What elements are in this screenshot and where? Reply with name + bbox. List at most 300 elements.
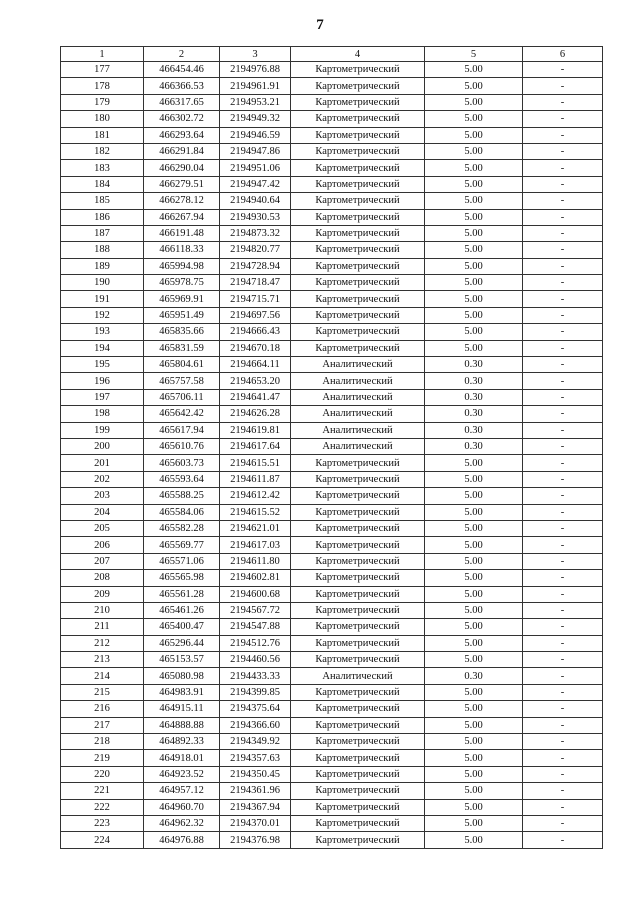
method-cell: Картометрический [291, 553, 425, 569]
method-cell: Аналитический [291, 373, 425, 389]
x-coordinate-cell: 466290.04 [144, 160, 220, 176]
point-number-cell: 203 [61, 488, 144, 504]
x-coordinate-cell: 466191.48 [144, 225, 220, 241]
table-row [61, 455, 603, 471]
x-coordinate-cell: 465831.59 [144, 340, 220, 356]
y-coordinate-cell: 2194728.94 [220, 258, 291, 274]
table-row [61, 225, 603, 241]
y-coordinate-cell: 2194602.81 [220, 570, 291, 586]
y-coordinate-cell: 2194940.64 [220, 193, 291, 209]
note-cell: - [523, 488, 603, 504]
y-coordinate-cell: 2194547.88 [220, 619, 291, 635]
y-coordinate-cell: 2194375.64 [220, 701, 291, 717]
point-number-cell: 178 [61, 78, 144, 94]
method-cell: Картометрический [291, 783, 425, 799]
accuracy-cell: 5.00 [425, 570, 523, 586]
y-coordinate-cell: 2194961.91 [220, 78, 291, 94]
table-row [61, 520, 603, 536]
y-coordinate-cell: 2194820.77 [220, 242, 291, 258]
table-row [61, 324, 603, 340]
method-cell: Картометрический [291, 815, 425, 831]
point-number-cell: 217 [61, 717, 144, 733]
point-number-cell: 200 [61, 438, 144, 454]
note-cell: - [523, 78, 603, 94]
point-number-cell: 219 [61, 750, 144, 766]
y-coordinate-cell: 2194617.03 [220, 537, 291, 553]
x-coordinate-cell: 464888.88 [144, 717, 220, 733]
accuracy-cell: 5.00 [425, 111, 523, 127]
x-coordinate-cell: 465951.49 [144, 307, 220, 323]
y-coordinate-cell: 2194930.53 [220, 209, 291, 225]
column-header-4: 4 [291, 47, 425, 62]
accuracy-cell: 5.00 [425, 766, 523, 782]
y-coordinate-cell: 2194617.64 [220, 438, 291, 454]
accuracy-cell: 0.30 [425, 373, 523, 389]
method-cell: Картометрический [291, 94, 425, 110]
point-number-cell: 190 [61, 275, 144, 291]
table-row [61, 193, 603, 209]
method-cell: Картометрический [291, 602, 425, 618]
accuracy-cell: 5.00 [425, 734, 523, 750]
accuracy-cell: 5.00 [425, 258, 523, 274]
point-number-cell: 196 [61, 373, 144, 389]
table-row [61, 209, 603, 225]
point-number-cell: 224 [61, 832, 144, 848]
note-cell: - [523, 340, 603, 356]
note-cell: - [523, 406, 603, 422]
y-coordinate-cell: 2194361.96 [220, 783, 291, 799]
table-row [61, 62, 603, 78]
x-coordinate-cell: 465593.64 [144, 471, 220, 487]
x-coordinate-cell: 465565.98 [144, 570, 220, 586]
x-coordinate-cell: 465603.73 [144, 455, 220, 471]
method-cell: Аналитический [291, 438, 425, 454]
note-cell: - [523, 324, 603, 340]
y-coordinate-cell: 2194512.76 [220, 635, 291, 651]
coordinates-table [60, 46, 603, 849]
table-row [61, 799, 603, 815]
method-cell: Аналитический [291, 422, 425, 438]
x-coordinate-cell: 465835.66 [144, 324, 220, 340]
table-row [61, 668, 603, 684]
x-coordinate-cell: 466267.94 [144, 209, 220, 225]
accuracy-cell: 5.00 [425, 275, 523, 291]
point-number-cell: 198 [61, 406, 144, 422]
note-cell: - [523, 193, 603, 209]
note-cell: - [523, 225, 603, 241]
note-cell: - [523, 389, 603, 405]
x-coordinate-cell: 464957.12 [144, 783, 220, 799]
x-coordinate-cell: 465153.57 [144, 652, 220, 668]
note-cell: - [523, 799, 603, 815]
table-row [61, 422, 603, 438]
table-row [61, 652, 603, 668]
x-coordinate-cell: 466317.65 [144, 94, 220, 110]
x-coordinate-cell: 465706.11 [144, 389, 220, 405]
accuracy-cell: 5.00 [425, 94, 523, 110]
column-header-3: 3 [220, 47, 291, 62]
note-cell: - [523, 357, 603, 373]
accuracy-cell: 0.30 [425, 438, 523, 454]
accuracy-cell: 5.00 [425, 717, 523, 733]
accuracy-cell: 5.00 [425, 340, 523, 356]
x-coordinate-cell: 466454.46 [144, 62, 220, 78]
method-cell: Аналитический [291, 668, 425, 684]
page-number: 7 [316, 17, 324, 33]
y-coordinate-cell: 2194715.71 [220, 291, 291, 307]
method-cell: Картометрический [291, 570, 425, 586]
y-coordinate-cell: 2194567.72 [220, 602, 291, 618]
y-coordinate-cell: 2194653.20 [220, 373, 291, 389]
accuracy-cell: 5.00 [425, 160, 523, 176]
note-cell: - [523, 62, 603, 78]
point-number-cell: 189 [61, 258, 144, 274]
accuracy-cell: 5.00 [425, 143, 523, 159]
note-cell: - [523, 832, 603, 848]
point-number-cell: 209 [61, 586, 144, 602]
x-coordinate-cell: 465569.77 [144, 537, 220, 553]
header-row [61, 47, 603, 62]
method-cell: Картометрический [291, 734, 425, 750]
accuracy-cell: 5.00 [425, 324, 523, 340]
x-coordinate-cell: 465804.61 [144, 357, 220, 373]
table-row [61, 586, 603, 602]
point-number-cell: 206 [61, 537, 144, 553]
point-number-cell: 188 [61, 242, 144, 258]
note-cell: - [523, 815, 603, 831]
x-coordinate-cell: 466302.72 [144, 111, 220, 127]
x-coordinate-cell: 465642.42 [144, 406, 220, 422]
y-coordinate-cell: 2194947.86 [220, 143, 291, 159]
accuracy-cell: 0.30 [425, 357, 523, 373]
note-cell: - [523, 94, 603, 110]
accuracy-cell: 5.00 [425, 520, 523, 536]
y-coordinate-cell: 2194976.88 [220, 62, 291, 78]
point-number-cell: 197 [61, 389, 144, 405]
table-row [61, 406, 603, 422]
point-number-cell: 214 [61, 668, 144, 684]
x-coordinate-cell: 464918.01 [144, 750, 220, 766]
method-cell: Картометрический [291, 701, 425, 717]
y-coordinate-cell: 2194376.98 [220, 832, 291, 848]
point-number-cell: 177 [61, 62, 144, 78]
method-cell: Картометрический [291, 258, 425, 274]
table-row [61, 717, 603, 733]
method-cell: Картометрический [291, 619, 425, 635]
method-cell: Картометрический [291, 275, 425, 291]
y-coordinate-cell: 2194370.01 [220, 815, 291, 831]
table-row [61, 734, 603, 750]
method-cell: Картометрический [291, 537, 425, 553]
accuracy-cell: 5.00 [425, 78, 523, 94]
point-number-cell: 186 [61, 209, 144, 225]
method-cell: Картометрический [291, 160, 425, 176]
note-cell: - [523, 258, 603, 274]
accuracy-cell: 5.00 [425, 193, 523, 209]
accuracy-cell: 5.00 [425, 291, 523, 307]
table-header [61, 47, 603, 62]
note-cell: - [523, 275, 603, 291]
method-cell: Картометрический [291, 520, 425, 536]
method-cell: Картометрический [291, 307, 425, 323]
point-number-cell: 223 [61, 815, 144, 831]
y-coordinate-cell: 2194947.42 [220, 176, 291, 192]
accuracy-cell: 5.00 [425, 586, 523, 602]
method-cell: Картометрический [291, 684, 425, 700]
point-number-cell: 204 [61, 504, 144, 520]
point-number-cell: 179 [61, 94, 144, 110]
point-number-cell: 216 [61, 701, 144, 717]
accuracy-cell: 5.00 [425, 455, 523, 471]
note-cell: - [523, 438, 603, 454]
table-row [61, 291, 603, 307]
point-number-cell: 201 [61, 455, 144, 471]
note-cell: - [523, 160, 603, 176]
x-coordinate-cell: 465582.28 [144, 520, 220, 536]
accuracy-cell: 5.00 [425, 242, 523, 258]
table-row [61, 553, 603, 569]
y-coordinate-cell: 2194433.33 [220, 668, 291, 684]
note-cell: - [523, 701, 603, 717]
table-row [61, 438, 603, 454]
note-cell: - [523, 602, 603, 618]
accuracy-cell: 5.00 [425, 619, 523, 635]
method-cell: Картометрический [291, 471, 425, 487]
method-cell: Картометрический [291, 488, 425, 504]
method-cell: Аналитический [291, 357, 425, 373]
method-cell: Картометрический [291, 62, 425, 78]
point-number-cell: 191 [61, 291, 144, 307]
column-header-6: 6 [523, 47, 603, 62]
table-row [61, 471, 603, 487]
method-cell: Картометрический [291, 127, 425, 143]
note-cell: - [523, 668, 603, 684]
point-number-cell: 184 [61, 176, 144, 192]
y-coordinate-cell: 2194949.32 [220, 111, 291, 127]
note-cell: - [523, 766, 603, 782]
table-row [61, 78, 603, 94]
table-row [61, 602, 603, 618]
method-cell: Картометрический [291, 111, 425, 127]
method-cell: Картометрический [291, 340, 425, 356]
x-coordinate-cell: 465400.47 [144, 619, 220, 635]
accuracy-cell: 0.30 [425, 668, 523, 684]
x-coordinate-cell: 465080.98 [144, 668, 220, 684]
method-cell: Картометрический [291, 225, 425, 241]
table-row [61, 488, 603, 504]
table-row [61, 94, 603, 110]
accuracy-cell: 0.30 [425, 422, 523, 438]
method-cell: Картометрический [291, 799, 425, 815]
note-cell: - [523, 127, 603, 143]
x-coordinate-cell: 465610.76 [144, 438, 220, 454]
note-cell: - [523, 307, 603, 323]
point-number-cell: 215 [61, 684, 144, 700]
y-coordinate-cell: 2194697.56 [220, 307, 291, 323]
table-row [61, 127, 603, 143]
y-coordinate-cell: 2194366.60 [220, 717, 291, 733]
accuracy-cell: 5.00 [425, 471, 523, 487]
point-number-cell: 212 [61, 635, 144, 651]
table-body [61, 62, 603, 849]
table-row [61, 815, 603, 831]
table-row [61, 258, 603, 274]
y-coordinate-cell: 2194612.42 [220, 488, 291, 504]
note-cell: - [523, 373, 603, 389]
note-cell: - [523, 143, 603, 159]
note-cell: - [523, 242, 603, 258]
x-coordinate-cell: 464960.70 [144, 799, 220, 815]
note-cell: - [523, 291, 603, 307]
y-coordinate-cell: 2194611.80 [220, 553, 291, 569]
point-number-cell: 208 [61, 570, 144, 586]
point-number-cell: 185 [61, 193, 144, 209]
y-coordinate-cell: 2194611.87 [220, 471, 291, 487]
x-coordinate-cell: 465571.06 [144, 553, 220, 569]
y-coordinate-cell: 2194626.28 [220, 406, 291, 422]
note-cell: - [523, 783, 603, 799]
y-coordinate-cell: 2194349.92 [220, 734, 291, 750]
note-cell: - [523, 209, 603, 225]
method-cell: Картометрический [291, 209, 425, 225]
x-coordinate-cell: 465561.28 [144, 586, 220, 602]
point-number-cell: 181 [61, 127, 144, 143]
column-header-5: 5 [425, 47, 523, 62]
y-coordinate-cell: 2194600.68 [220, 586, 291, 602]
y-coordinate-cell: 2194946.59 [220, 127, 291, 143]
table-row [61, 750, 603, 766]
note-cell: - [523, 553, 603, 569]
y-coordinate-cell: 2194619.81 [220, 422, 291, 438]
y-coordinate-cell: 2194873.32 [220, 225, 291, 241]
point-number-cell: 222 [61, 799, 144, 815]
accuracy-cell: 5.00 [425, 635, 523, 651]
accuracy-cell: 5.00 [425, 750, 523, 766]
y-coordinate-cell: 2194350.45 [220, 766, 291, 782]
point-number-cell: 194 [61, 340, 144, 356]
method-cell: Картометрический [291, 193, 425, 209]
method-cell: Картометрический [291, 832, 425, 848]
note-cell: - [523, 684, 603, 700]
point-number-cell: 202 [61, 471, 144, 487]
y-coordinate-cell: 2194615.52 [220, 504, 291, 520]
accuracy-cell: 5.00 [425, 783, 523, 799]
table-row [61, 504, 603, 520]
point-number-cell: 211 [61, 619, 144, 635]
table-row [61, 619, 603, 635]
point-number-cell: 210 [61, 602, 144, 618]
note-cell: - [523, 504, 603, 520]
table-row [61, 357, 603, 373]
table-row [61, 537, 603, 553]
method-cell: Картометрический [291, 324, 425, 340]
method-cell: Картометрический [291, 78, 425, 94]
y-coordinate-cell: 2194357.63 [220, 750, 291, 766]
accuracy-cell: 5.00 [425, 488, 523, 504]
point-number-cell: 193 [61, 324, 144, 340]
point-number-cell: 207 [61, 553, 144, 569]
method-cell: Картометрический [291, 143, 425, 159]
accuracy-cell: 0.30 [425, 389, 523, 405]
x-coordinate-cell: 465296.44 [144, 635, 220, 651]
x-coordinate-cell: 464983.91 [144, 684, 220, 700]
x-coordinate-cell: 465978.75 [144, 275, 220, 291]
table-row [61, 832, 603, 848]
x-coordinate-cell: 464892.33 [144, 734, 220, 750]
note-cell: - [523, 111, 603, 127]
y-coordinate-cell: 2194951.06 [220, 160, 291, 176]
method-cell: Картометрический [291, 652, 425, 668]
point-number-cell: 192 [61, 307, 144, 323]
table-row [61, 635, 603, 651]
point-number-cell: 183 [61, 160, 144, 176]
note-cell: - [523, 471, 603, 487]
method-cell: Картометрический [291, 586, 425, 602]
y-coordinate-cell: 2194953.21 [220, 94, 291, 110]
method-cell: Картометрический [291, 750, 425, 766]
table-row [61, 766, 603, 782]
x-coordinate-cell: 465994.98 [144, 258, 220, 274]
x-coordinate-cell: 466279.51 [144, 176, 220, 192]
note-cell: - [523, 750, 603, 766]
note-cell: - [523, 455, 603, 471]
point-number-cell: 213 [61, 652, 144, 668]
accuracy-cell: 5.00 [425, 684, 523, 700]
method-cell: Картометрический [291, 766, 425, 782]
accuracy-cell: 5.00 [425, 815, 523, 831]
note-cell: - [523, 176, 603, 192]
x-coordinate-cell: 464976.88 [144, 832, 220, 848]
table-row [61, 111, 603, 127]
x-coordinate-cell: 465617.94 [144, 422, 220, 438]
method-cell: Картометрический [291, 635, 425, 651]
table-row [61, 783, 603, 799]
note-cell: - [523, 422, 603, 438]
y-coordinate-cell: 2194666.43 [220, 324, 291, 340]
note-cell: - [523, 734, 603, 750]
table-row [61, 701, 603, 717]
accuracy-cell: 5.00 [425, 307, 523, 323]
x-coordinate-cell: 466278.12 [144, 193, 220, 209]
table-row [61, 373, 603, 389]
method-cell: Аналитический [291, 406, 425, 422]
point-number-cell: 221 [61, 783, 144, 799]
x-coordinate-cell: 465584.06 [144, 504, 220, 520]
y-coordinate-cell: 2194615.51 [220, 455, 291, 471]
accuracy-cell: 5.00 [425, 553, 523, 569]
x-coordinate-cell: 465588.25 [144, 488, 220, 504]
accuracy-cell: 5.00 [425, 127, 523, 143]
point-number-cell: 199 [61, 422, 144, 438]
y-coordinate-cell: 2194460.56 [220, 652, 291, 668]
x-coordinate-cell: 466366.53 [144, 78, 220, 94]
table-row [61, 684, 603, 700]
x-coordinate-cell: 464962.32 [144, 815, 220, 831]
column-header-2: 2 [144, 47, 220, 62]
table-row [61, 242, 603, 258]
x-coordinate-cell: 465757.58 [144, 373, 220, 389]
accuracy-cell: 5.00 [425, 62, 523, 78]
table-row [61, 143, 603, 159]
y-coordinate-cell: 2194641.47 [220, 389, 291, 405]
note-cell: - [523, 537, 603, 553]
accuracy-cell: 5.00 [425, 701, 523, 717]
accuracy-cell: 5.00 [425, 799, 523, 815]
method-cell: Картометрический [291, 242, 425, 258]
method-cell: Картометрический [291, 717, 425, 733]
accuracy-cell: 5.00 [425, 209, 523, 225]
x-coordinate-cell: 464923.52 [144, 766, 220, 782]
